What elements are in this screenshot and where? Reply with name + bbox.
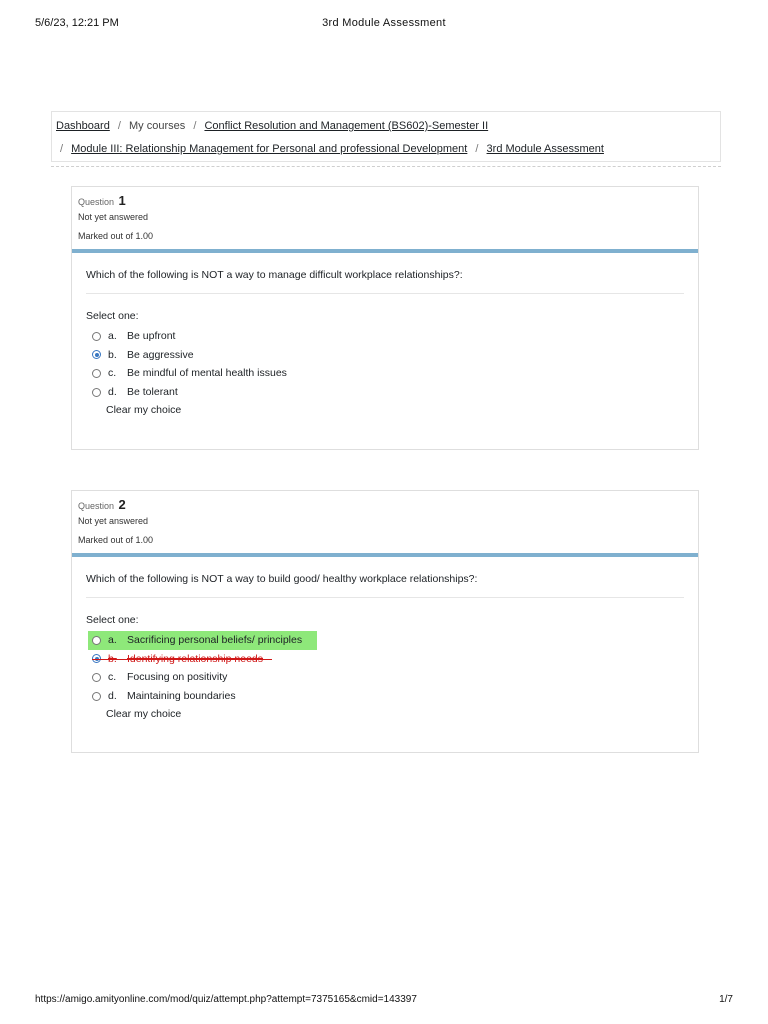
breadcrumb-separator: / xyxy=(193,120,197,132)
question-mark: Marked out of 1.00 xyxy=(78,535,154,545)
breadcrumb-divider xyxy=(51,166,721,167)
question-mark: Marked out of 1.00 xyxy=(78,231,154,241)
breadcrumb-my-courses[interactable]: My courses xyxy=(129,120,186,132)
radio-icon[interactable] xyxy=(92,636,101,645)
breadcrumb-separator: / xyxy=(60,143,64,155)
question-state: Not yet answered xyxy=(78,516,149,526)
answer-option-b-struck[interactable] xyxy=(86,650,684,669)
option-letter: a. xyxy=(108,330,117,343)
answer-option-d[interactable] xyxy=(86,687,684,706)
print-title: 3rd Module Assessment xyxy=(322,17,446,29)
question-label: Question xyxy=(78,501,115,511)
option-letter: c. xyxy=(108,671,117,684)
option-letter: c. xyxy=(108,367,117,380)
answer-option-c[interactable] xyxy=(86,668,684,687)
option-label: Be mindful of mental health issues xyxy=(127,367,287,380)
answer-option-c[interactable] xyxy=(86,364,684,383)
option-label: Be upfront xyxy=(127,330,176,343)
select-one-label: Select one: xyxy=(86,614,139,626)
answer-option-a-highlighted[interactable] xyxy=(88,631,317,650)
answer-option-a[interactable] xyxy=(86,327,684,346)
question-2 xyxy=(71,490,699,753)
strikethrough-mark xyxy=(92,659,272,660)
radio-icon[interactable] xyxy=(92,692,101,701)
option-letter: d. xyxy=(108,690,117,703)
option-label: Be aggressive xyxy=(127,348,194,361)
question-info xyxy=(72,491,698,553)
breadcrumb-module[interactable]: Module III: Relationship Management for Personal and professional Development xyxy=(71,143,468,155)
print-url: https://amigo.amityonline.com/mod/quiz/attempt.php?attempt=7375165&cmid=143397 xyxy=(35,994,417,1005)
question-state: Not yet answered xyxy=(78,212,149,222)
option-letter: d. xyxy=(108,386,117,399)
option-label: Focusing on positivity xyxy=(127,671,228,684)
radio-icon[interactable] xyxy=(92,673,101,682)
question-number xyxy=(78,193,126,208)
breadcrumb xyxy=(51,111,721,162)
question-number-value: 1 xyxy=(118,193,126,208)
radio-icon[interactable] xyxy=(92,369,101,378)
option-label: Sacrificing personal beliefs/ principles xyxy=(127,634,303,647)
question-label: Question xyxy=(78,197,115,207)
option-letter: b. xyxy=(108,652,117,665)
answer-option-b[interactable] xyxy=(86,346,684,365)
breadcrumb-separator: / xyxy=(475,143,479,155)
breadcrumb-dashboard[interactable]: Dashboard xyxy=(56,120,110,132)
print-datetime: 5/6/23, 12:21 PM xyxy=(35,17,119,29)
breadcrumb-quiz[interactable]: 3rd Module Assessment xyxy=(486,143,604,155)
print-page-number: 1/7 xyxy=(719,994,733,1005)
option-label: Be tolerant xyxy=(127,386,178,399)
option-letter: b. xyxy=(108,348,117,361)
clear-choice-link[interactable]: Clear my choice xyxy=(106,404,182,417)
question-text: Which of the following is NOT a way to build good/ healthy workplace relationships?: xyxy=(86,557,684,598)
radio-icon[interactable] xyxy=(92,388,101,397)
question-1 xyxy=(71,186,699,450)
question-info xyxy=(72,187,698,249)
question-text: Which of the following is NOT a way to manage difficult workplace relationships?: xyxy=(86,253,684,294)
breadcrumb-course[interactable]: Conflict Resolution and Management (BS602)-Semester II xyxy=(204,120,489,132)
print-header xyxy=(0,17,768,31)
option-letter: a. xyxy=(108,634,117,647)
answer-option-d[interactable] xyxy=(86,383,684,402)
breadcrumb-separator: / xyxy=(117,120,121,132)
option-label: Identifying relationship needs xyxy=(127,652,264,665)
question-number xyxy=(78,497,126,512)
clear-choice-link[interactable]: Clear my choice xyxy=(106,708,182,721)
radio-selected-icon[interactable] xyxy=(92,350,101,359)
radio-icon[interactable] xyxy=(92,332,101,341)
option-label: Maintaining boundaries xyxy=(127,690,236,703)
question-number-value: 2 xyxy=(118,497,126,512)
select-one-label: Select one: xyxy=(86,310,139,322)
